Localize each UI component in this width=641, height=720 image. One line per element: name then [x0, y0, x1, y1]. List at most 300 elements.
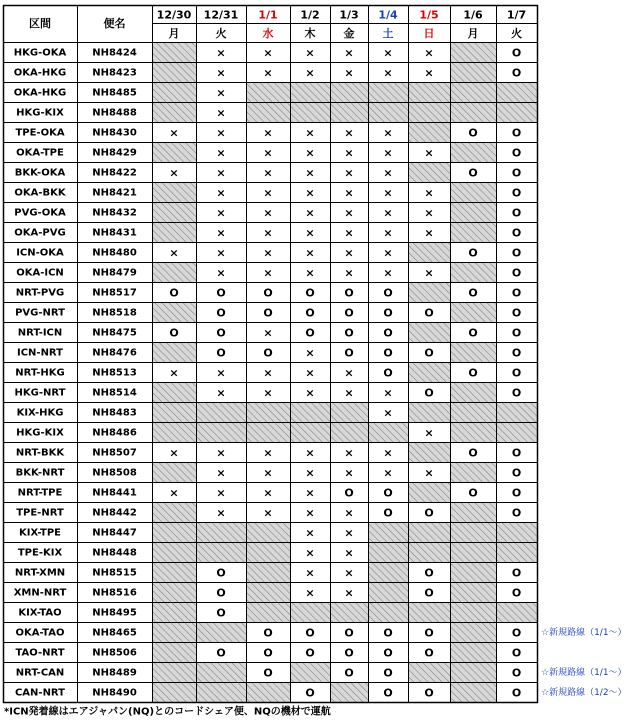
cancelled-mark: ×	[216, 186, 226, 200]
no-service-cell	[408, 362, 450, 382]
no-service-cell	[408, 282, 450, 302]
no-service-cell	[330, 682, 368, 702]
weekday-header: 火	[215, 27, 227, 40]
cancelled-mark: ×	[383, 246, 393, 260]
route-cell: NRT-BKK	[15, 447, 65, 459]
cancelled-mark: ×	[383, 446, 393, 460]
no-service-cell	[496, 542, 537, 562]
cancelled-mark: ×	[169, 366, 179, 380]
no-service-cell	[450, 602, 496, 622]
operating-mark: O	[383, 326, 393, 340]
no-service-cell	[152, 202, 196, 222]
flight-number-cell: NH8465	[92, 627, 137, 639]
operating-mark: O	[511, 586, 522, 600]
flight-number-cell: NH8495	[92, 607, 137, 619]
flight-number-cell: NH8506	[92, 647, 137, 659]
route-cell: TPE-OKA	[15, 127, 65, 139]
cancelled-mark: ×	[305, 446, 315, 460]
no-service-cell	[246, 602, 290, 622]
flight-number-cell: NH8483	[92, 407, 137, 419]
operating-mark: O	[511, 326, 522, 340]
operating-mark: O	[424, 306, 434, 320]
no-service-cell	[246, 102, 290, 122]
cancelled-mark: ×	[169, 126, 179, 140]
operating-mark: O	[344, 346, 354, 360]
route-header: 区間	[29, 17, 51, 30]
cancelled-mark: ×	[169, 446, 179, 460]
no-service-cell	[368, 102, 408, 122]
date-header: 1/3	[339, 8, 359, 22]
route-cell: NRT-HKG	[15, 367, 65, 379]
cancelled-mark: ×	[263, 466, 273, 480]
cancelled-mark: ×	[305, 266, 315, 280]
route-cell: NRT-CAN	[15, 667, 65, 679]
flight-number-cell: NH8488	[92, 107, 137, 119]
no-service-cell	[152, 182, 196, 202]
cancelled-mark: ×	[263, 146, 273, 160]
weekday-header: 日	[423, 27, 435, 40]
no-service-cell	[330, 402, 368, 422]
no-service-cell	[450, 682, 496, 702]
cancelled-mark: ×	[305, 226, 315, 240]
cancelled-mark: ×	[263, 506, 273, 520]
no-service-cell	[196, 662, 246, 682]
operating-mark: O	[263, 666, 273, 680]
cancelled-mark: ×	[305, 586, 315, 600]
cancelled-mark: ×	[263, 486, 273, 500]
new-route-note: ☆新規路線（1/2～）	[541, 688, 627, 698]
operating-mark: O	[424, 586, 434, 600]
cancelled-mark: ×	[216, 266, 226, 280]
no-service-cell	[408, 482, 450, 502]
route-cell: PVG-NRT	[15, 307, 65, 319]
flight-number-cell: NH8476	[92, 347, 137, 359]
operating-mark: O	[383, 366, 393, 380]
no-service-cell	[196, 422, 246, 442]
no-service-cell	[368, 582, 408, 602]
no-service-cell	[152, 222, 196, 242]
cancelled-mark: ×	[305, 166, 315, 180]
cancelled-mark: ×	[344, 506, 354, 520]
route-cell: OKA-PVG	[14, 227, 66, 239]
route-cell: HKG-NRT	[14, 387, 66, 399]
operating-mark: O	[216, 646, 226, 660]
no-service-cell	[330, 82, 368, 102]
no-service-cell	[152, 562, 196, 582]
operating-mark: O	[511, 146, 522, 160]
no-service-cell	[152, 382, 196, 402]
flight-header: 便名	[103, 17, 126, 30]
cancelled-mark: ×	[344, 466, 354, 480]
route-cell: ICN-OKA	[16, 247, 64, 259]
operating-mark: O	[344, 306, 354, 320]
cancelled-mark: ×	[305, 126, 315, 140]
cancelled-mark: ×	[305, 186, 315, 200]
cancelled-mark: ×	[344, 266, 354, 280]
no-service-cell	[152, 142, 196, 162]
no-service-cell	[450, 382, 496, 402]
operating-mark: O	[216, 606, 226, 620]
no-service-cell	[152, 422, 196, 442]
no-service-cell	[290, 422, 330, 442]
cancelled-mark: ×	[169, 166, 179, 180]
no-service-cell	[408, 82, 450, 102]
operating-mark: O	[511, 646, 522, 660]
cancelled-mark: ×	[424, 146, 434, 160]
flight-number-cell: NH8430	[92, 127, 137, 139]
no-service-cell	[290, 402, 330, 422]
operating-mark: O	[511, 66, 522, 80]
no-service-cell	[368, 542, 408, 562]
operating-mark: O	[344, 486, 354, 500]
route-cell: CAN-NRT	[14, 687, 66, 699]
cancelled-mark: ×	[383, 466, 393, 480]
new-route-note: ☆新規路線（1/1～）	[541, 668, 627, 678]
operating-mark: O	[344, 666, 354, 680]
route-cell: HKG-KIX	[16, 427, 64, 439]
cancelled-mark: ×	[305, 66, 315, 80]
cancelled-mark: ×	[216, 366, 226, 380]
no-service-cell	[450, 262, 496, 282]
cancelled-mark: ×	[216, 106, 226, 120]
no-service-cell	[450, 582, 496, 602]
route-cell: XMN-NRT	[13, 587, 67, 599]
operating-mark: O	[511, 306, 522, 320]
cancelled-mark: ×	[263, 446, 273, 460]
flight-number-cell: NH8442	[92, 507, 137, 519]
no-service-cell	[330, 102, 368, 122]
route-cell: TAO-NRT	[15, 647, 65, 659]
operating-mark: O	[511, 666, 522, 680]
cancelled-mark: ×	[305, 346, 315, 360]
no-service-cell	[246, 582, 290, 602]
operating-mark: O	[383, 306, 393, 320]
route-cell: KIX-HKG	[16, 407, 64, 419]
no-service-cell	[496, 422, 537, 442]
operating-mark: O	[216, 586, 226, 600]
operating-mark: O	[424, 506, 434, 520]
date-header: 1/6	[463, 8, 483, 22]
route-cell: NRT-ICN	[17, 327, 63, 339]
cancelled-mark: ×	[344, 366, 354, 380]
flight-number-cell: NH8513	[92, 367, 137, 379]
route-cell: BKK-NRT	[15, 467, 65, 479]
no-service-cell	[152, 342, 196, 362]
flight-number-cell: NH8486	[92, 427, 137, 439]
operating-mark: O	[511, 686, 522, 700]
operating-mark: O	[344, 626, 354, 640]
no-service-cell	[196, 622, 246, 642]
no-service-cell	[152, 642, 196, 662]
operating-mark: O	[511, 366, 522, 380]
date-header: 1/7	[506, 8, 527, 22]
operating-mark: O	[263, 626, 273, 640]
no-service-cell	[196, 402, 246, 422]
cancelled-mark: ×	[263, 226, 273, 240]
no-service-cell	[152, 102, 196, 122]
operating-mark: O	[511, 246, 522, 260]
no-service-cell	[450, 522, 496, 542]
operating-mark: O	[468, 486, 478, 500]
no-service-cell	[196, 542, 246, 562]
operating-mark: O	[468, 166, 478, 180]
date-header: 1/1	[258, 8, 278, 22]
cancelled-mark: ×	[383, 46, 393, 60]
date-header: 1/4	[378, 8, 398, 22]
flight-number-cell: NH8422	[92, 167, 137, 179]
no-service-cell	[152, 402, 196, 422]
no-service-cell	[496, 102, 537, 122]
no-service-cell	[408, 242, 450, 262]
operating-mark: O	[216, 286, 226, 300]
cancelled-mark: ×	[344, 126, 354, 140]
flight-number-cell: NH8447	[92, 527, 137, 539]
operating-mark: O	[383, 286, 393, 300]
route-cell: HKG-KIX	[16, 107, 64, 119]
no-service-cell	[368, 602, 408, 622]
operating-mark: O	[511, 506, 522, 520]
no-service-cell	[450, 182, 496, 202]
route-cell: NRT-XMN	[14, 567, 66, 579]
operating-mark: O	[468, 246, 478, 260]
cancelled-mark: ×	[344, 186, 354, 200]
cancelled-mark: ×	[216, 486, 226, 500]
no-service-cell	[450, 662, 496, 682]
operating-mark: O	[424, 626, 434, 640]
flight-number-cell: NH8516	[92, 587, 137, 599]
flight-number-cell: NH8423	[92, 67, 137, 79]
cancelled-mark: ×	[305, 386, 315, 400]
operating-mark: O	[344, 326, 354, 340]
route-cell: OKA-TAO	[15, 627, 65, 639]
cancelled-mark: ×	[424, 186, 434, 200]
cancelled-mark: ×	[305, 146, 315, 160]
flight-number-cell: NH8518	[92, 307, 137, 319]
no-service-cell	[152, 42, 196, 62]
operating-mark: O	[383, 626, 393, 640]
route-cell: KIX-TAO	[18, 607, 62, 619]
no-service-cell	[450, 622, 496, 642]
cancelled-mark: ×	[216, 246, 226, 260]
operating-mark: O	[424, 566, 434, 580]
cancelled-mark: ×	[216, 226, 226, 240]
cancelled-mark: ×	[344, 46, 354, 60]
no-service-cell	[450, 142, 496, 162]
cancelled-mark: ×	[383, 266, 393, 280]
flight-number-cell: NH8514	[92, 387, 137, 399]
no-service-cell	[496, 402, 537, 422]
no-service-cell	[496, 522, 537, 542]
cancelled-mark: ×	[305, 526, 315, 540]
flight-number-cell: NH8441	[92, 487, 137, 499]
cancelled-mark: ×	[424, 466, 434, 480]
cancelled-mark: ×	[263, 366, 273, 380]
operating-mark: O	[169, 326, 179, 340]
cancelled-mark: ×	[344, 546, 354, 560]
no-service-cell	[450, 422, 496, 442]
route-cell: NRT-PVG	[15, 287, 65, 299]
no-service-cell	[408, 402, 450, 422]
operating-mark: O	[305, 306, 315, 320]
no-service-cell	[290, 602, 330, 622]
cancelled-mark: ×	[344, 146, 354, 160]
no-service-cell	[152, 662, 196, 682]
weekday-header: 金	[343, 27, 355, 40]
route-cell: ICN-NRT	[16, 347, 64, 359]
no-service-cell	[196, 682, 246, 702]
no-service-cell	[408, 322, 450, 342]
cancelled-mark: ×	[424, 426, 434, 440]
cancelled-mark: ×	[263, 186, 273, 200]
no-service-cell	[368, 82, 408, 102]
operating-mark: O	[216, 346, 226, 360]
no-service-cell	[450, 202, 496, 222]
no-service-cell	[290, 102, 330, 122]
cancelled-mark: ×	[263, 246, 273, 260]
cancelled-mark: ×	[216, 466, 226, 480]
operating-mark: O	[216, 306, 226, 320]
route-cell: KIX-TPE	[18, 527, 62, 539]
operating-mark: O	[305, 686, 315, 700]
cancelled-mark: ×	[383, 186, 393, 200]
flight-number-cell: NH8479	[92, 267, 137, 279]
cancelled-mark: ×	[305, 566, 315, 580]
operating-mark: O	[305, 646, 315, 660]
no-service-cell	[450, 82, 496, 102]
operating-mark: O	[511, 466, 522, 480]
route-cell: TPE-KIX	[17, 547, 63, 559]
no-service-cell	[408, 522, 450, 542]
no-service-cell	[152, 602, 196, 622]
operating-mark: O	[468, 366, 478, 380]
no-service-cell	[450, 642, 496, 662]
cancelled-mark: ×	[305, 506, 315, 520]
cancelled-mark: ×	[305, 206, 315, 220]
cancelled-mark: ×	[305, 466, 315, 480]
no-service-cell	[368, 522, 408, 542]
cancelled-mark: ×	[383, 66, 393, 80]
cancelled-mark: ×	[383, 406, 393, 420]
cancelled-mark: ×	[305, 486, 315, 500]
operating-mark: O	[511, 166, 522, 180]
operating-mark: O	[511, 126, 522, 140]
cancelled-mark: ×	[344, 66, 354, 80]
no-service-cell	[496, 82, 537, 102]
route-cell: HKG-OKA	[13, 47, 67, 59]
cancelled-mark: ×	[424, 226, 434, 240]
operating-mark: O	[511, 346, 522, 360]
route-cell: OKA-HKG	[13, 67, 67, 79]
flight-number-cell: NH8421	[92, 187, 137, 199]
no-service-cell	[152, 622, 196, 642]
cancelled-mark: ×	[305, 46, 315, 60]
operating-mark: O	[344, 286, 354, 300]
operating-mark: O	[511, 446, 522, 460]
operating-mark: O	[424, 346, 434, 360]
operating-mark: O	[511, 386, 522, 400]
operating-mark: O	[383, 486, 393, 500]
operating-mark: O	[263, 646, 273, 660]
no-service-cell	[330, 602, 368, 622]
no-service-cell	[368, 562, 408, 582]
no-service-cell	[246, 402, 290, 422]
operating-mark: O	[511, 46, 522, 60]
cancelled-mark: ×	[263, 386, 273, 400]
no-service-cell	[368, 422, 408, 442]
route-cell: OKA-TPE	[16, 147, 64, 159]
operating-mark: O	[305, 286, 315, 300]
cancelled-mark: ×	[344, 586, 354, 600]
cancelled-mark: ×	[424, 206, 434, 220]
cancelled-mark: ×	[344, 566, 354, 580]
cancelled-mark: ×	[263, 126, 273, 140]
flight-number-cell: NH8489	[92, 667, 137, 679]
operating-mark: O	[424, 686, 434, 700]
cancelled-mark: ×	[424, 46, 434, 60]
flight-number-cell: NH8517	[92, 287, 137, 299]
flight-number-cell: NH8429	[92, 147, 137, 159]
cancelled-mark: ×	[263, 166, 273, 180]
cancelled-mark: ×	[169, 246, 179, 260]
date-header: 12/30	[156, 8, 192, 22]
route-cell: PVG-OKA	[14, 207, 66, 219]
no-service-cell	[196, 522, 246, 542]
no-service-cell	[450, 62, 496, 82]
cancelled-mark: ×	[169, 486, 179, 500]
operating-mark: O	[511, 566, 522, 580]
no-service-cell	[450, 222, 496, 242]
cancelled-mark: ×	[383, 126, 393, 140]
flight-number-cell: NH8475	[92, 327, 137, 339]
new-route-note: ☆新規路線（1/1～）	[541, 628, 627, 638]
cancelled-mark: ×	[263, 266, 273, 280]
operating-mark: O	[383, 686, 393, 700]
no-service-cell	[152, 262, 196, 282]
operating-mark: O	[305, 326, 315, 340]
no-service-cell	[408, 662, 450, 682]
operating-mark: O	[468, 286, 478, 300]
no-service-cell	[408, 102, 450, 122]
no-service-cell	[246, 82, 290, 102]
cancelled-mark: ×	[344, 226, 354, 240]
no-service-cell	[450, 542, 496, 562]
cancelled-mark: ×	[344, 246, 354, 260]
no-service-cell	[450, 42, 496, 62]
no-service-cell	[246, 542, 290, 562]
flight-number-cell: NH8515	[92, 567, 137, 579]
no-service-cell	[246, 422, 290, 442]
operating-mark: O	[383, 646, 393, 660]
no-service-cell	[152, 522, 196, 542]
no-service-cell	[290, 82, 330, 102]
cancelled-mark: ×	[305, 366, 315, 380]
operating-mark: O	[468, 126, 478, 140]
footnote: *ICN発着線はエアジャパン(NQ)とのコードシェア便、NQの機材で運航	[4, 706, 331, 718]
cancelled-mark: ×	[383, 146, 393, 160]
operating-mark: O	[169, 286, 179, 300]
no-service-cell	[152, 62, 196, 82]
operating-mark: O	[263, 286, 273, 300]
operating-mark: O	[383, 666, 393, 680]
no-service-cell	[152, 542, 196, 562]
no-service-cell	[246, 682, 290, 702]
route-cell: OKA-BKK	[14, 187, 66, 199]
no-service-cell	[152, 582, 196, 602]
flight-number-cell: NH8507	[92, 447, 137, 459]
flight-number-cell: NH8448	[92, 547, 137, 559]
no-service-cell	[450, 562, 496, 582]
no-service-cell	[246, 562, 290, 582]
